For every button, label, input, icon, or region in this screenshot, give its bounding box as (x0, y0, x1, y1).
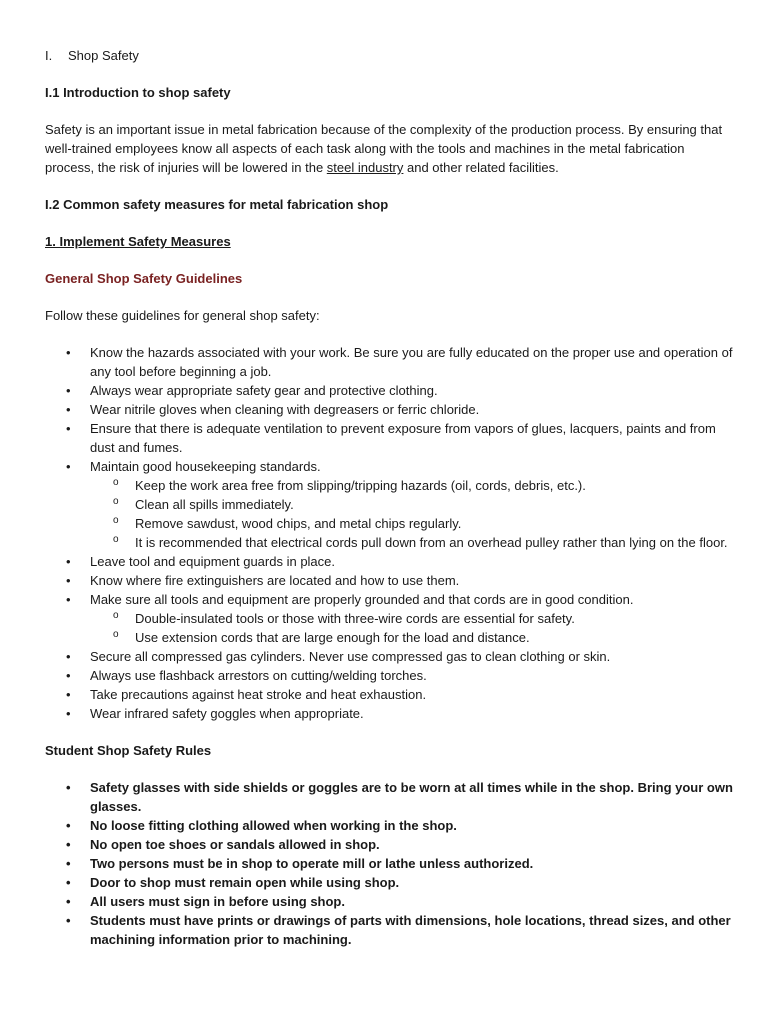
sub-bullet-icon: o (113, 629, 119, 640)
list-item (45, 685, 735, 704)
steel-industry-link[interactable]: steel industry (326, 160, 404, 175)
list-item (45, 381, 735, 400)
sub-bullet-icon: o (113, 515, 119, 526)
section-heading (45, 46, 735, 65)
list-item-text: Wear nitrile gloves when cleaning with degreasers or ferric chloride. (90, 402, 480, 417)
list-item-text: Know the hazards associated with your work. Be sure you are fully educated on the proper use and operation of any tool before beginning a job. (90, 345, 733, 379)
bullet-icon: • (66, 383, 71, 398)
rule-item-text: Students must have prints or drawings of parts with dimensions, hole locations, thread sizes, and other machining information prior to machining. (90, 913, 731, 947)
bullet-icon: • (66, 345, 71, 360)
bullet-icon: • (66, 780, 71, 795)
bullet-icon: • (66, 856, 71, 871)
intro-heading: I.1 Introduction to shop safety (45, 85, 231, 100)
sub-list-item (45, 514, 735, 533)
list-item-text: Remove sawdust, wood chips, and metal chips regularly. (135, 516, 462, 531)
general-guidelines-list (45, 343, 735, 723)
rule-item (45, 911, 735, 949)
list-item (45, 571, 735, 590)
student-rules-list (45, 778, 735, 949)
rule-item (45, 816, 735, 835)
list-item (45, 457, 735, 476)
rule-item-text: Door to shop must remain open while using shop. (90, 875, 400, 890)
general-guidelines-heading: General Shop Safety Guidelines (45, 271, 243, 286)
sub-bullet-icon: o (113, 496, 119, 507)
bullet-icon: • (66, 592, 71, 607)
bullet-icon: • (66, 894, 71, 909)
bullet-icon: • (66, 459, 71, 474)
bullet-icon: • (66, 875, 71, 890)
list-item (45, 647, 735, 666)
intro-text-before: Safety is an important issue in metal fabrication because of the complexity of the production process. By ensuring that well-trained employees know all aspects of each task along with the tools and machines in the metal fabrication process, the risk of injuries will be lowered in the (45, 122, 723, 175)
list-item-text: Keep the work area free from slipping/tripping hazards (oil, cords, debris, etc.). (135, 478, 586, 493)
bullet-icon: • (66, 421, 71, 436)
bullet-icon: • (66, 573, 71, 588)
list-item-text: Make sure all tools and equipment are properly grounded and that cords are in good condition. (90, 592, 634, 607)
list-item (45, 590, 735, 609)
sub-list-item (45, 628, 735, 647)
rule-item (45, 778, 735, 816)
list-item (45, 419, 735, 457)
bullet-icon: • (66, 706, 71, 721)
intro-text-after: and other related facilities. (403, 160, 559, 175)
sub-bullet-icon: o (113, 610, 119, 621)
rule-item-text: Two persons must be in shop to operate mill or lathe unless authorized. (90, 856, 534, 871)
list-item (45, 666, 735, 685)
list-item-text: Clean all spills immediately. (135, 497, 294, 512)
rule-item-text: No loose fitting clothing allowed when working in the shop. (90, 818, 457, 833)
general-guidelines-intro: Follow these guidelines for general shop safety: (45, 308, 320, 323)
bullet-icon: • (66, 668, 71, 683)
student-rules-heading: Student Shop Safety Rules (45, 743, 212, 758)
rule-item (45, 835, 735, 854)
list-item-text: Maintain good housekeeping standards. (90, 459, 321, 474)
document-page (45, 46, 735, 949)
list-item-text: Leave tool and equipment guards in place. (90, 554, 336, 569)
list-item (45, 552, 735, 571)
section-title: Shop Safety (68, 48, 139, 63)
bullet-icon: • (66, 913, 71, 928)
implement-heading: 1. Implement Safety Measures (45, 234, 231, 249)
list-item (45, 343, 735, 381)
rule-item (45, 854, 735, 873)
bullet-icon: • (66, 818, 71, 833)
list-item-text: Always use flashback arrestors on cutting/welding torches. (90, 668, 427, 683)
list-item-text: Ensure that there is adequate ventilation to prevent exposure from vapors of glues, lacquers, paints and from dust and fumes. (90, 421, 716, 455)
rule-item-text: All users must sign in before using shop. (90, 894, 345, 909)
list-item-text: Take precautions against heat stroke and heat exhaustion. (90, 687, 427, 702)
section-number: I. (45, 48, 53, 63)
list-item (45, 704, 735, 723)
bullet-icon: • (66, 402, 71, 417)
rule-item-text: No open toe shoes or sandals allowed in shop. (90, 837, 380, 852)
bullet-icon: • (66, 837, 71, 852)
sub-list-item (45, 495, 735, 514)
sub-list-item (45, 609, 735, 628)
intro-paragraph (45, 120, 735, 177)
rule-item (45, 892, 735, 911)
sub-list-item (45, 476, 735, 495)
bullet-icon: • (66, 554, 71, 569)
list-item-text: Know where fire extinguishers are located and how to use them. (90, 573, 460, 588)
measures-heading: I.2 Common safety measures for metal fabrication shop (45, 197, 389, 212)
list-item-text: Secure all compressed gas cylinders. Never use compressed gas to clean clothing or skin. (90, 649, 611, 664)
bullet-icon: • (66, 687, 71, 702)
sub-bullet-icon: o (113, 477, 119, 488)
list-item-text: Always wear appropriate safety gear and protective clothing. (90, 383, 438, 398)
rule-item-text: Safety glasses with side shields or goggles are to be worn at all times while in the shop. Bring your own glasses. (90, 780, 733, 814)
sub-list-item (45, 533, 735, 552)
list-item-text: Use extension cords that are large enough for the load and distance. (135, 630, 530, 645)
bullet-icon: • (66, 649, 71, 664)
list-item (45, 400, 735, 419)
list-item-text: It is recommended that electrical cords pull down from an overhead pulley rather than lying on the floor. (135, 535, 728, 550)
list-item-text: Wear infrared safety goggles when appropriate. (90, 706, 364, 721)
rule-item (45, 873, 735, 892)
list-item-text: Double-insulated tools or those with three-wire cords are essential for safety. (135, 611, 575, 626)
sub-bullet-icon: o (113, 534, 119, 545)
